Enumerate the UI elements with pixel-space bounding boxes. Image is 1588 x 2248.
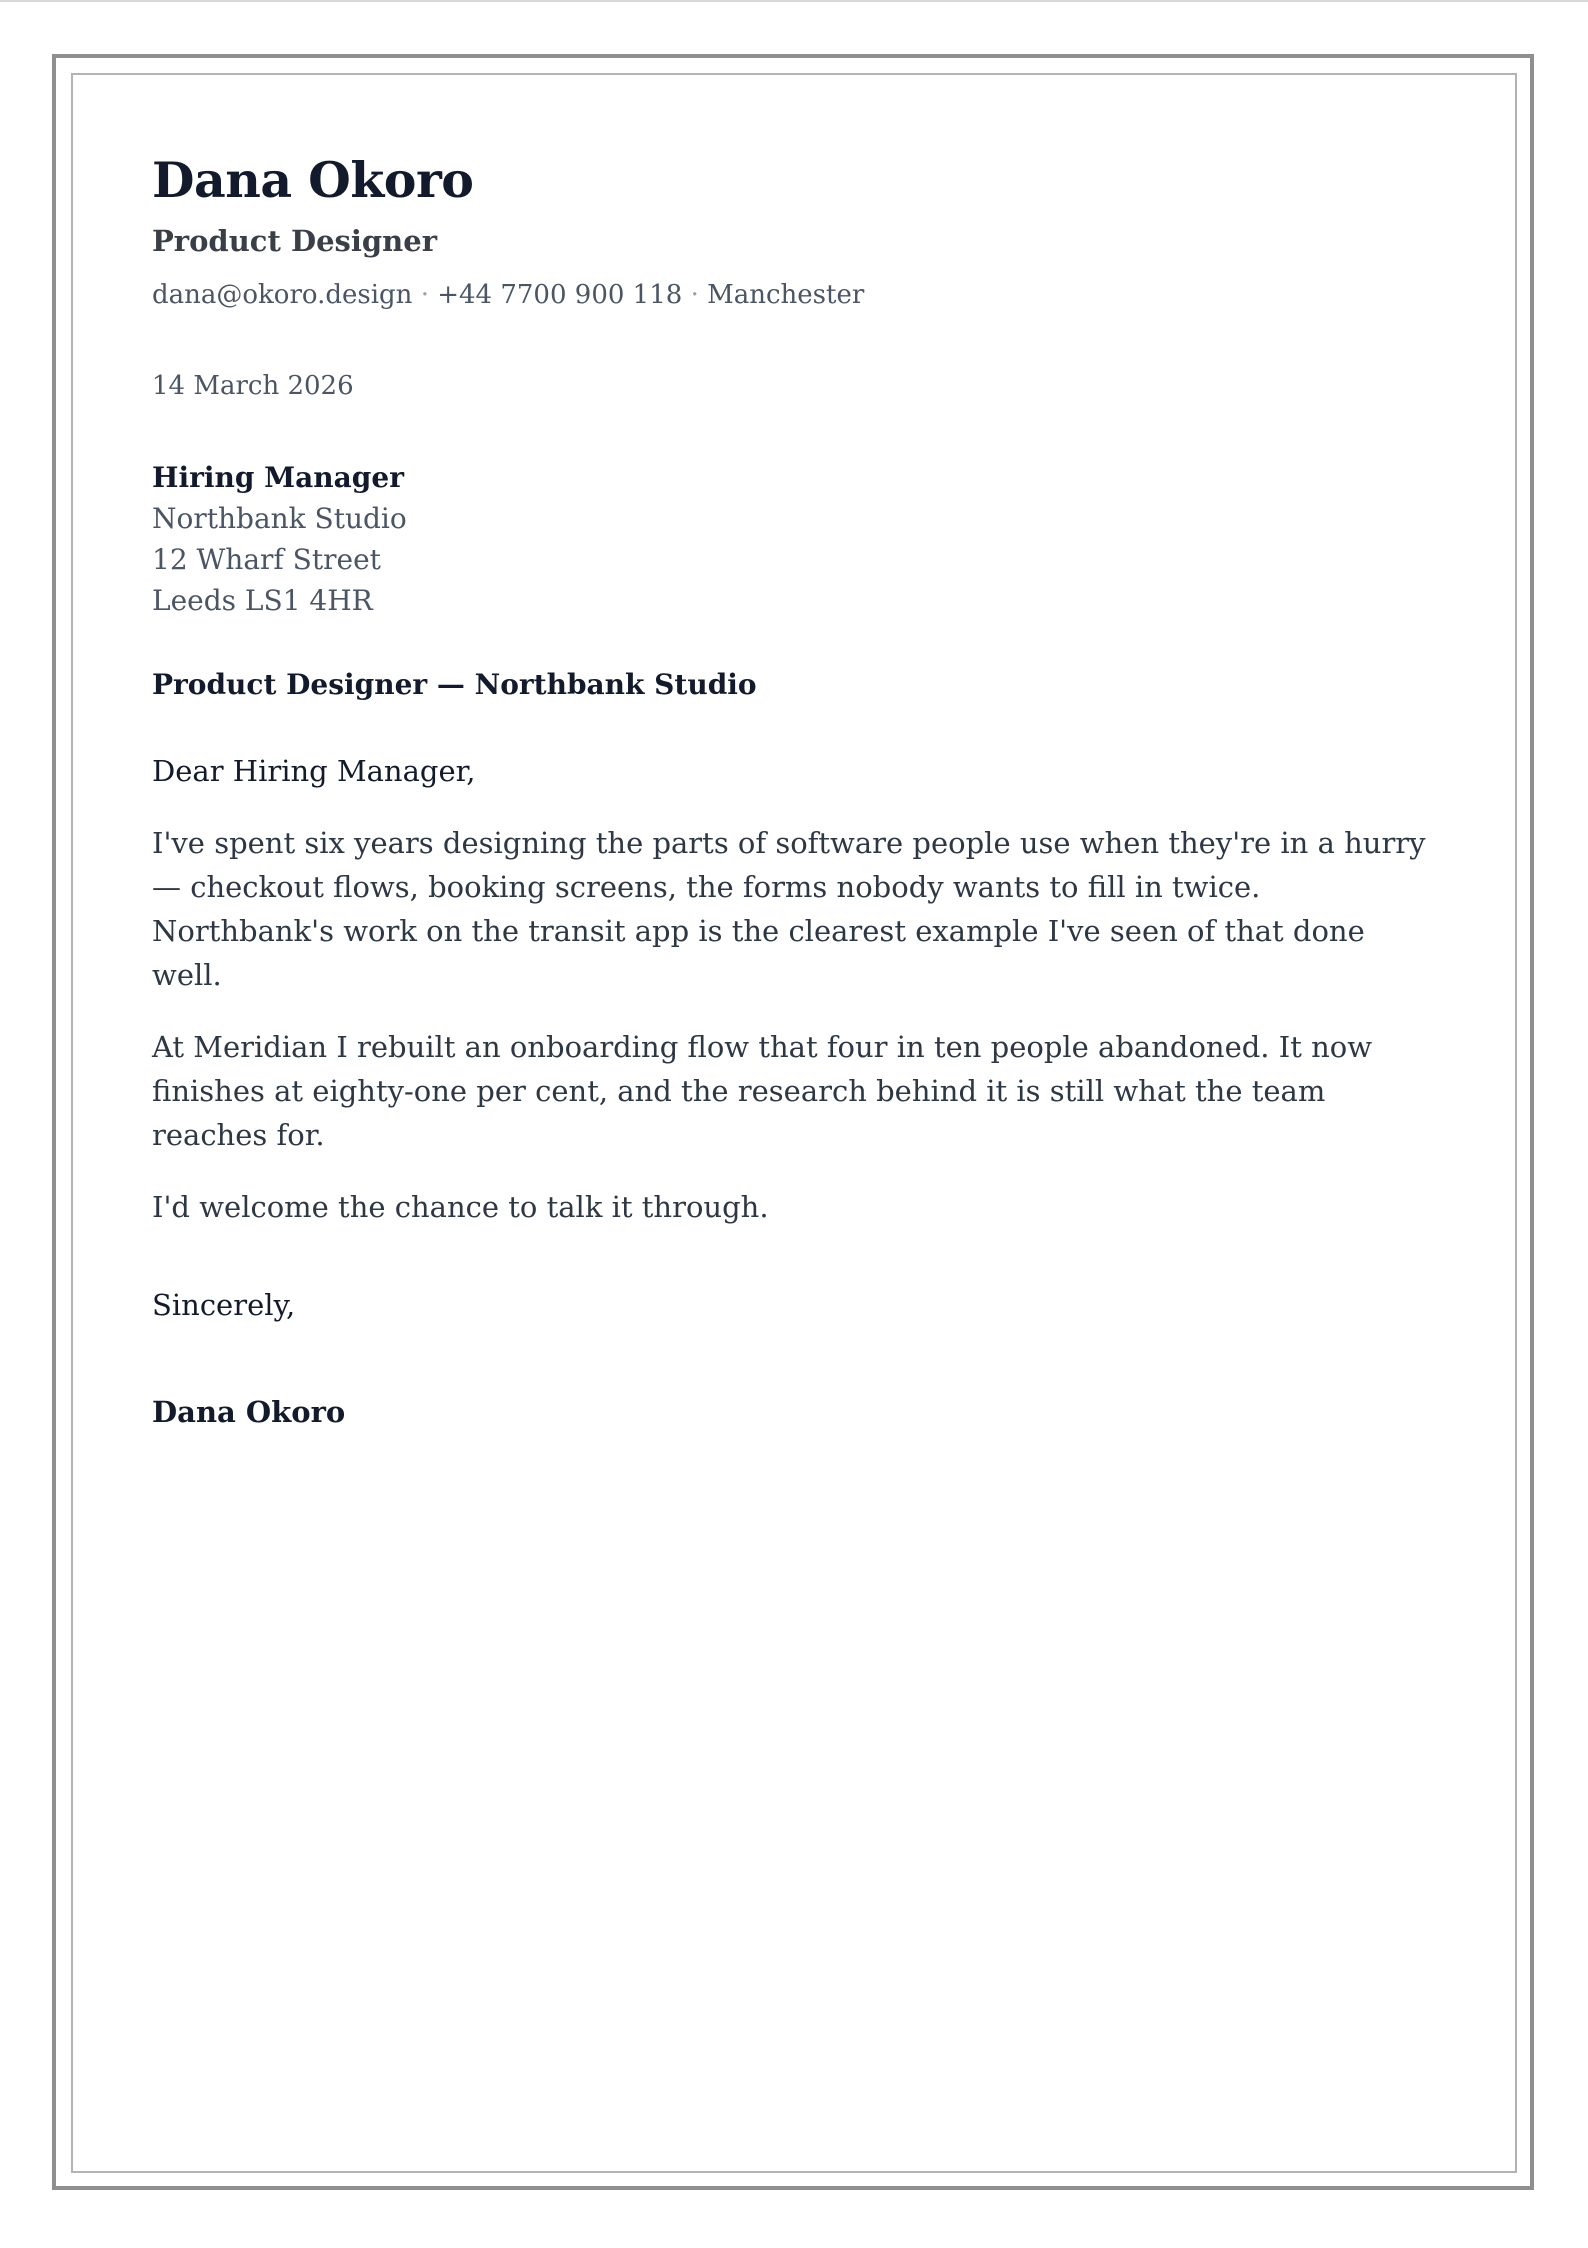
body-paragraph: At Meridian I rebuilt an onboarding flow that four in ten people abandoned. It now finishes at eighty-one per cent, and the research behind it is still what the team reaches for.	[152, 1030, 1373, 1152]
cover-letter	[152, 145, 1442, 1432]
contact-separator: ·	[690, 280, 699, 310]
contact-separator: ·	[420, 280, 429, 310]
body-paragraph: I'd welcome the chance to talk it through.	[152, 1190, 769, 1224]
body-paragraph: I've spent six years designing the parts of software people use when they're in a hurry — checkout flows, booking screens, the forms nobody wants to fill in twice. Northbank's work on the transit app is the clearest example I've seen of that done well.	[152, 826, 1426, 992]
recipient-address	[152, 457, 1442, 621]
closing: Sincerely,	[152, 1288, 296, 1322]
letter-date: 14 March 2026	[152, 371, 354, 401]
recipient-street: 12 Wharf Street	[152, 543, 381, 576]
sender-phone: +44 7700 900 118	[437, 280, 683, 310]
recipient-name: Hiring Manager	[152, 461, 404, 494]
sender-name: Dana Okoro	[152, 151, 474, 209]
subject-line: Product Designer — Northbank Studio	[152, 668, 757, 701]
salutation: Dear Hiring Manager,	[152, 754, 476, 788]
sender-email: dana@okoro.design	[152, 280, 413, 310]
sender-contact	[152, 277, 1442, 313]
signature: Dana Okoro	[152, 1395, 346, 1429]
top-divider	[0, 0, 1588, 2]
recipient-city-postcode: Leeds LS1 4HR	[152, 584, 373, 617]
sender-city: Manchester	[707, 280, 865, 310]
sender-title: Product Designer	[152, 224, 437, 258]
recipient-company: Northbank Studio	[152, 502, 407, 535]
